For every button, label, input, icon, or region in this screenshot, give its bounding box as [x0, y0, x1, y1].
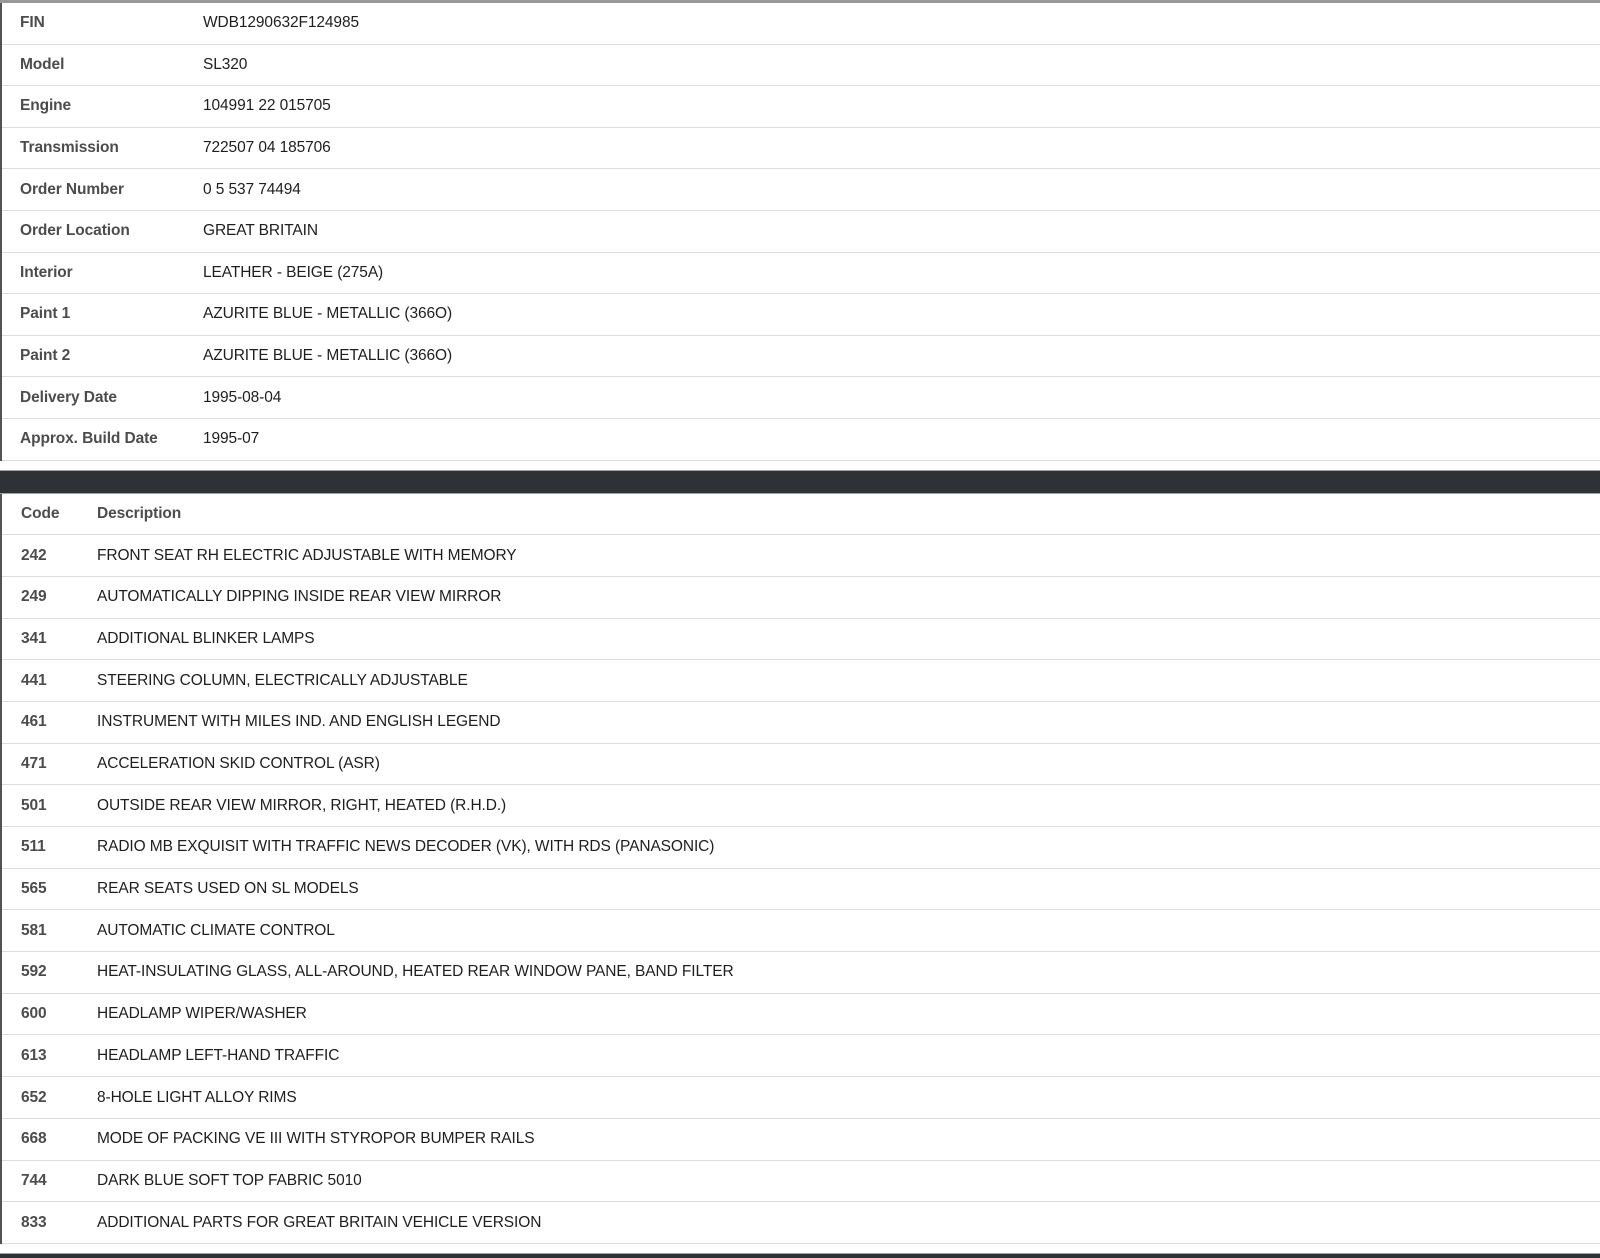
option-description: FRONT SEAT RH ELECTRIC ADJUSTABLE WITH MEMORY	[97, 546, 517, 564]
table-row	[2, 702, 1600, 744]
field-value: 104991 22 015705	[203, 97, 331, 115]
option-code: 249	[21, 588, 47, 606]
option-description: 8-HOLE LIGHT ALLOY RIMS	[97, 1088, 297, 1106]
field-value: 1995-08-04	[203, 388, 282, 406]
table-row	[2, 1035, 1600, 1077]
table-row	[2, 994, 1600, 1036]
table-row	[2, 211, 1600, 253]
field-label: Model	[20, 55, 65, 73]
option-description: ACCELERATION SKID CONTROL (ASR)	[97, 755, 380, 772]
option-code: 441	[21, 671, 47, 689]
field-label: Engine	[20, 97, 72, 115]
option-description: RADIO MB EXQUISIT WITH TRAFFIC NEWS DECODER (VK), WITH RDS (PANASONIC)	[97, 838, 715, 856]
option-code: 511	[21, 838, 46, 856]
option-codes-table	[0, 494, 1600, 1244]
field-value: SL320	[203, 55, 248, 73]
option-code: 744	[21, 1171, 47, 1189]
table-row	[2, 1119, 1600, 1161]
table-row	[2, 577, 1600, 619]
vehicle-info-table	[0, 3, 1600, 461]
field-value: GREAT BRITAIN	[203, 222, 318, 240]
field-label: Delivery Date	[20, 388, 117, 406]
option-code: 833	[21, 1213, 47, 1231]
option-description: OUTSIDE REAR VIEW MIRROR, RIGHT, HEATED (R.H.D.)	[97, 796, 507, 814]
option-description: DARK BLUE SOFT TOP FABRIC 5010	[97, 1171, 362, 1189]
field-value: AZURITE BLUE - METALLIC (366O)	[203, 347, 453, 365]
table-row	[2, 952, 1600, 994]
table-row	[2, 660, 1600, 702]
option-code: 461	[21, 713, 47, 731]
option-code: 613	[21, 1046, 47, 1064]
table-row	[2, 377, 1600, 419]
option-description: REAR SEATS USED ON SL MODELS	[97, 880, 359, 898]
field-label: FIN	[20, 14, 45, 32]
option-description: HEAT-INSULATING GLASS, ALL-AROUND, HEATED REAR WINDOW PANE, BAND FILTER	[97, 963, 734, 981]
table-row	[2, 86, 1600, 128]
option-description: MODE OF PACKING VE III WITH STYROPOR BUMPER RAILS	[97, 1130, 535, 1148]
option-description: AUTOMATICALLY DIPPING INSIDE REAR VIEW MIRROR	[97, 588, 502, 606]
field-value: LEATHER - BEIGE (275A)	[203, 263, 384, 281]
option-description: ADDITIONAL BLINKER LAMPS	[97, 629, 315, 647]
option-description: HEADLAMP LEFT-HAND TRAFFIC	[97, 1046, 340, 1064]
table-row	[2, 827, 1600, 869]
option-code: 565	[21, 880, 47, 898]
option-code: 668	[21, 1130, 47, 1148]
field-value: WDB1290632F124985	[203, 14, 359, 32]
option-code: 600	[21, 1005, 47, 1023]
field-value: 1995-07	[203, 430, 260, 448]
table-row	[2, 45, 1600, 87]
option-description: HEADLAMP WIPER/WASHER	[97, 1005, 307, 1023]
table-row	[2, 785, 1600, 827]
option-code: 501	[21, 796, 47, 814]
section-divider-bar	[0, 470, 1600, 494]
table-row	[2, 169, 1600, 211]
table-row	[2, 1202, 1600, 1244]
bottom-divider-bar	[0, 1253, 1600, 1258]
option-code: 341	[21, 629, 47, 647]
description-column-header: Description	[97, 504, 182, 522]
option-description: INSTRUMENT WITH MILES IND. AND ENGLISH LEGEND	[97, 713, 501, 731]
option-code: 592	[21, 963, 47, 981]
field-label: Paint 2	[20, 347, 71, 365]
field-value: 722507 04 185706	[203, 139, 331, 157]
field-label: Order Location	[20, 222, 130, 240]
field-label: Interior	[20, 263, 73, 281]
table-row	[2, 336, 1600, 378]
field-label: Approx. Build Date	[20, 430, 158, 448]
table-row	[2, 1161, 1600, 1203]
option-description: AUTOMATIC CLIMATE CONTROL	[97, 921, 335, 939]
table-row	[2, 253, 1600, 295]
table-row	[2, 1077, 1600, 1119]
table-row	[2, 535, 1600, 577]
option-code: 471	[21, 755, 47, 772]
code-column-header: Code	[21, 504, 60, 522]
table-row	[2, 128, 1600, 170]
field-label: Order Number	[20, 180, 124, 198]
table-row	[2, 869, 1600, 911]
table-header-row	[2, 494, 1600, 536]
option-code: 242	[21, 546, 47, 564]
option-code: 581	[21, 921, 47, 939]
option-code: 652	[21, 1088, 47, 1106]
option-description: STEERING COLUMN, ELECTRICALLY ADJUSTABLE	[97, 671, 468, 689]
table-row	[2, 910, 1600, 952]
table-row	[2, 3, 1600, 45]
table-row	[2, 619, 1600, 661]
table-row	[2, 419, 1600, 461]
option-description: ADDITIONAL PARTS FOR GREAT BRITAIN VEHICLE VERSION	[97, 1213, 542, 1231]
field-value: 0 5 537 74494	[203, 180, 301, 198]
table-row	[2, 744, 1600, 786]
field-value: AZURITE BLUE - METALLIC (366O)	[203, 305, 453, 323]
table-row	[2, 294, 1600, 336]
field-label: Transmission	[20, 139, 119, 157]
field-label: Paint 1	[20, 305, 71, 323]
